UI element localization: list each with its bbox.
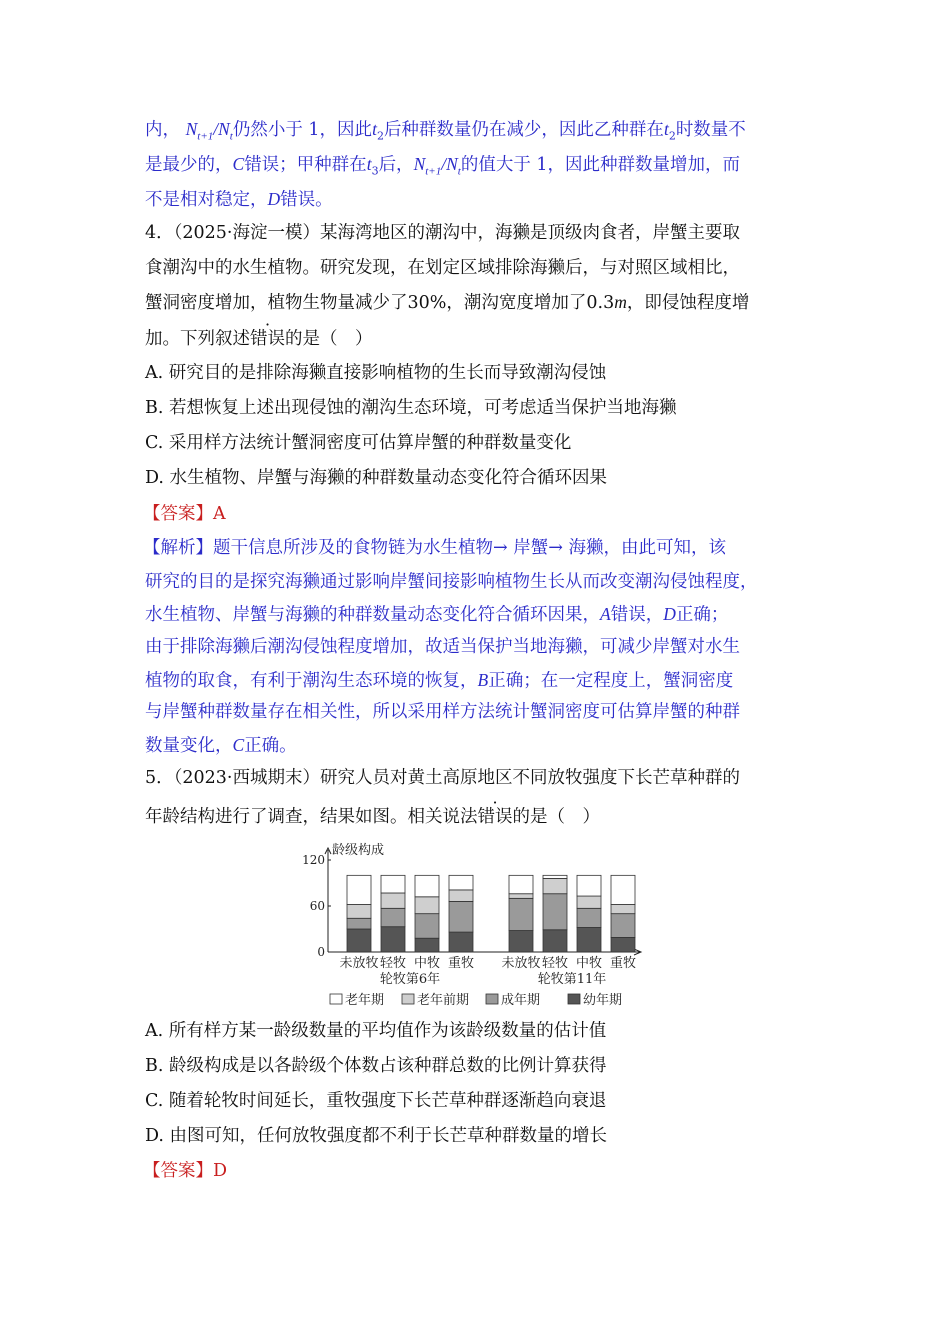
bar-segment <box>381 908 405 926</box>
question-5-stem: 5．（2023·西城期末）研究人员对黄土高原地区不同放牧强度下长芒草种群的 <box>145 768 740 788</box>
emphasis-word: 错误 <box>250 329 285 349</box>
group-label: 轮牧第6年 <box>379 972 441 987</box>
x-tick-label: 重牧 <box>447 956 475 971</box>
bar-segment <box>543 875 567 878</box>
option-c: C. 随着轮牧时间延长，重牧强度下长芒草种群逐渐趋向衰退 <box>145 1091 607 1111</box>
legend-swatch <box>402 994 414 1004</box>
bar-segment <box>577 875 601 896</box>
question-4-stem: 4．（2025·海淀一模）某海湾地区的潮沟中，海獭是顶级肉食者，岸蟹主要取 <box>145 223 740 243</box>
bar-segment <box>449 932 473 952</box>
bar-segment <box>611 937 635 952</box>
bar-segment <box>449 875 473 890</box>
bar-segment <box>611 914 635 938</box>
bar-segment <box>577 927 601 952</box>
age-structure-chart <box>300 840 660 1012</box>
analysis-line: 由于排除海獭后潮沟侵蚀程度增加，故适当保护当地海獭，可减少岸蟹对水生 <box>145 637 740 657</box>
bar-segment <box>509 931 533 952</box>
y-axis-label: 龄级构成 <box>332 843 385 858</box>
analysis-line: 【解析】题干信息所涉及的食物链为水生植物→ 岸蟹→ 海獭，由此可知，该 <box>143 538 726 558</box>
bar-segment <box>415 875 439 896</box>
bar-segment <box>449 901 473 932</box>
legend-swatch <box>568 994 580 1004</box>
option-b: B. 龄级构成是以各龄级个体数占该种群总数的比例计算获得 <box>145 1056 607 1076</box>
question-4-stem: 加。下列叙述错误的是（ ） <box>145 329 373 349</box>
y-tick-label: 60 <box>309 899 325 913</box>
question-4-stem: 蟹洞密度增加，植物生物量减少了30%，潮沟宽度增加了0.3m，即侵蚀程度增 <box>145 292 750 313</box>
bar-segment <box>347 918 371 929</box>
bar-segment <box>415 914 439 939</box>
option-d: D. 由图可知，任何放牧强度都不利于长芒草种群数量的增长 <box>145 1126 608 1146</box>
analysis-line: 是最少的，C错误；甲种群在$t_3$后，$N_{t+1}/N_t$的值大于 1，因此种群数量增加，而 <box>145 154 741 178</box>
bar-segment <box>347 929 371 952</box>
option-a: A. 所有样方某一龄级数量的平均值作为该龄级数量的估计值 <box>145 1021 607 1041</box>
bar-segment <box>509 898 533 930</box>
option-d: D. 水生植物、岸蟹与海獭的种群数量动态变化符合循环因果 <box>145 468 608 488</box>
bar-segment <box>347 904 371 918</box>
bar-segment <box>577 896 601 908</box>
legend-label: 幼年期 <box>583 993 623 1008</box>
question-4-stem: 食潮沟中的水生植物。研究发现，在划定区域排除海獭后，与对照区域相比， <box>145 258 740 278</box>
x-tick-label: 未放牧 <box>501 956 541 971</box>
y-tick-label: 0 <box>317 945 325 959</box>
bar-segment <box>543 930 567 952</box>
analysis-line: 水生植物、岸蟹与海獭的种群数量动态变化符合循环因果，A错误，D正确； <box>145 604 729 625</box>
bar-segment <box>449 890 473 902</box>
bar-segment <box>509 894 533 899</box>
bar-segment <box>543 894 567 930</box>
bar-segment <box>415 938 439 952</box>
emphasis-word: 错误 <box>477 807 513 827</box>
x-tick-label: 轻牧 <box>379 956 407 971</box>
legend-swatch <box>486 994 498 1004</box>
bar-segment <box>509 875 533 893</box>
bar-segment <box>381 927 405 952</box>
x-tick-label: 中牧 <box>575 956 603 971</box>
analysis-line: 植物的取食，有利于潮沟生态环境的恢复，B正确；在一定程度上，蟹洞密度 <box>145 670 734 691</box>
analysis-line: 内， $N_{t+1}/N_t$仍然小于 1，因此$t_2$后种群数量仍在减少，因此乙种群在$t_2$时数量不 <box>145 119 746 143</box>
analysis-line: 研究的目的是探究海獭通过影响岸蟹间接影响植物生长从而改变潮沟侵蚀程度， <box>145 572 758 592</box>
option-b: B. 若想恢复上述出现侵蚀的潮沟生态环境，可考虑适当保护当地海獭 <box>145 398 677 418</box>
bar-segment <box>611 904 635 913</box>
legend-label: 老年前期 <box>417 993 470 1008</box>
legend-swatch <box>330 994 342 1004</box>
bar-segment <box>347 875 371 904</box>
legend-label: 成年期 <box>501 993 541 1008</box>
bar-segment <box>577 908 601 927</box>
legend-label: 老年期 <box>345 993 385 1008</box>
x-tick-label: 中牧 <box>413 956 441 971</box>
group-label: 轮牧第11年 <box>537 972 607 987</box>
bar-segment <box>415 897 439 914</box>
x-tick-label: 轻牧 <box>541 956 569 971</box>
option-a: A. 研究目的是排除海獭直接影响植物的生长而导致潮沟侵蚀 <box>145 363 607 383</box>
answer: 【答案】D <box>143 1161 228 1181</box>
option-c: C. 采用样方法统计蟹洞密度可估算岸蟹的种群数量变化 <box>145 433 572 453</box>
answer: 【答案】A <box>143 504 226 524</box>
bar-segment <box>381 893 405 908</box>
analysis-line: 与岸蟹种群数量存在相关性，所以采用样方法统计蟹洞密度可估算岸蟹的种群 <box>145 702 740 722</box>
bar-segment <box>611 875 635 904</box>
x-tick-label: 未放牧 <box>339 956 379 971</box>
bar-segment <box>543 878 567 893</box>
bar-segment <box>381 875 405 893</box>
question-5-stem: 年龄结构进行了调查，结果如图。相关说法错误的是（ ） <box>145 807 600 827</box>
x-tick-label: 重牧 <box>609 956 637 971</box>
analysis-line: 不是相对稳定，D错误。 <box>145 189 333 210</box>
analysis-line: 数量变化，C正确。 <box>145 735 297 756</box>
y-tick-label: 120 <box>302 853 325 867</box>
